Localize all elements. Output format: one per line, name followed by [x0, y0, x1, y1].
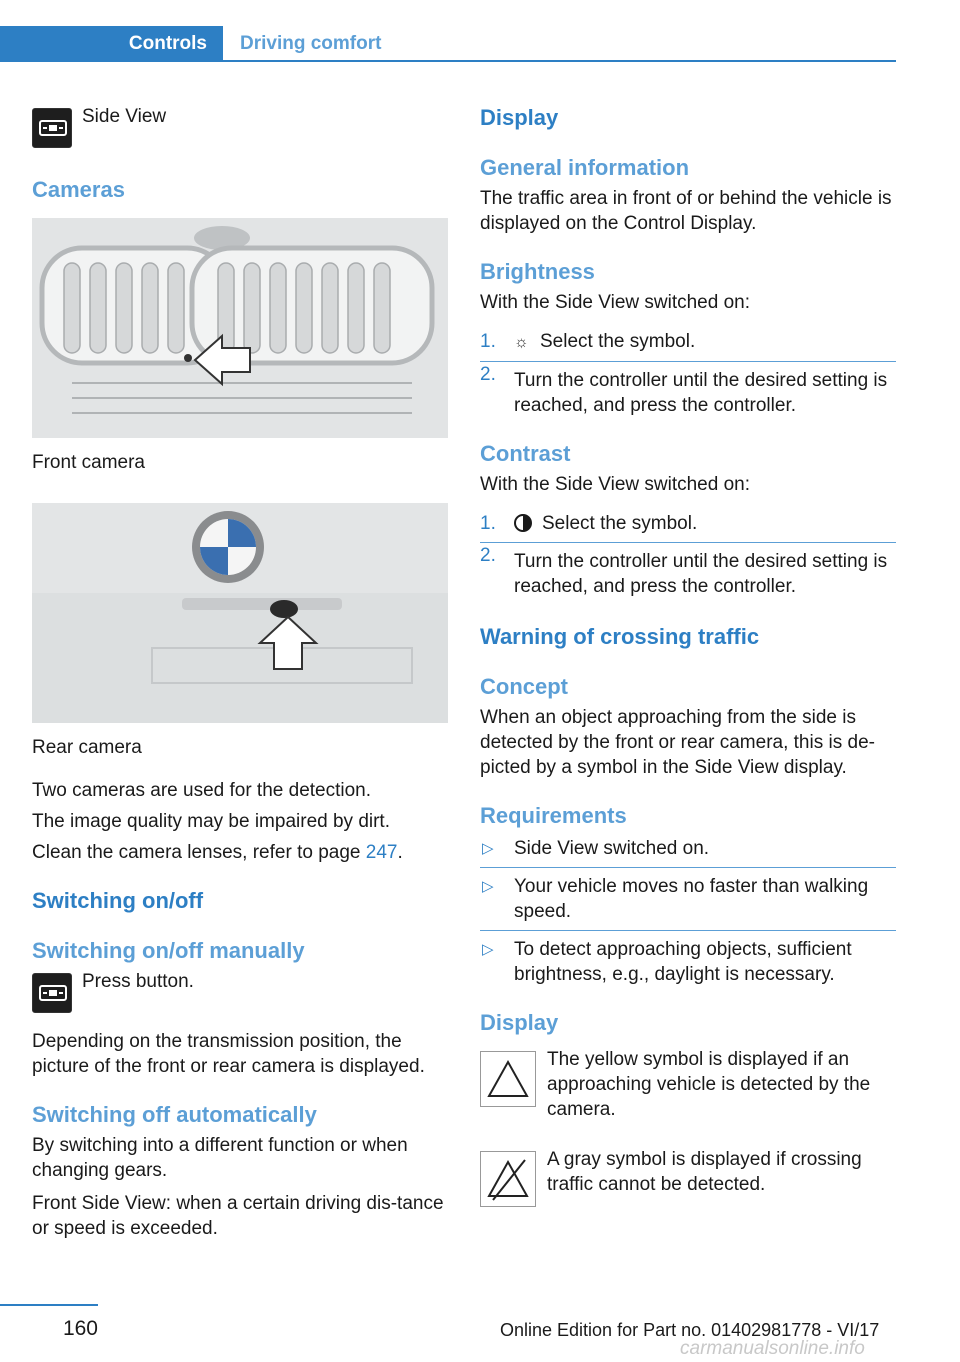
cameras-heading: Cameras — [32, 177, 125, 202]
triangle-bullet-icon: ▷ — [482, 941, 494, 958]
triangle-bullet-icon: ▷ — [482, 840, 494, 857]
list-item — [480, 511, 896, 543]
rear-camera-caption: Rear camera — [32, 737, 142, 758]
paragraph-depending: Depending on the transmission position, the picture of the front or rear camera is displayed. — [32, 1031, 425, 1077]
page-link-247[interactable]: 247 — [365, 842, 398, 863]
side-view-camera-icon — [32, 108, 72, 148]
clean-lenses-end: . — [397, 842, 403, 863]
triangle-bullet-icon: ▷ — [482, 878, 494, 895]
concept-text: When an object approaching from the side is detected by the front or rear camera, this is de‐picted by a symbol in the Side View display. — [480, 707, 875, 778]
tab-controls[interactable]: Controls — [0, 26, 223, 62]
warning-heading: Warning of crossing traffic — [480, 624, 760, 649]
yellow-symbol-row — [480, 1047, 896, 1143]
manual-heading: Switching on/off manually — [32, 938, 305, 963]
requirement-text: To detect approaching objects, sufficient brightness, e.g., daylight is necessary. — [514, 939, 852, 985]
footer-line — [0, 1304, 98, 1306]
rear-camera-photo — [32, 503, 448, 723]
list-item — [480, 543, 896, 599]
step-number: 1. — [480, 513, 496, 534]
front-camera-photo — [32, 218, 448, 438]
gray-symbol-row — [480, 1147, 896, 1227]
side-view-label: Side View — [82, 106, 167, 127]
side-view-title — [32, 102, 448, 148]
switching-heading: Switching on/off — [32, 888, 204, 913]
display-heading: Display — [480, 105, 559, 130]
paragraph-clean-lenses — [32, 840, 448, 865]
brightness-steps — [480, 329, 896, 418]
clean-lenses-text: Clean the camera lenses, refer to page — [32, 842, 366, 863]
auto-heading: Switching off automatically — [32, 1102, 317, 1127]
front-camera-caption: Front camera — [32, 452, 145, 473]
paragraph-image-quality: The image quality may be impaired by dirt. — [32, 811, 390, 832]
general-text: The traffic area in front of or behind the vehicle is displayed on the Control Display. — [480, 188, 892, 234]
step-text: Turn the controller until the desired setting is reached, and press the controller. — [514, 370, 888, 416]
brightness-heading: Brightness — [480, 259, 595, 284]
step-number: 2. — [480, 545, 496, 566]
press-button-text: Press button. — [82, 971, 194, 992]
right-column — [480, 102, 896, 1227]
list-item — [480, 362, 896, 418]
requirements-heading: Requirements — [480, 803, 627, 828]
list-item — [480, 868, 896, 931]
requirement-text: Your vehicle moves no faster than walking speed. — [514, 876, 869, 922]
edition-text: Online Edition for Part no. 01402981778 - VI/17 — [500, 1320, 880, 1340]
concept-heading: Concept — [480, 674, 568, 699]
step-text: Select the symbol. — [540, 331, 696, 352]
list-item — [480, 931, 896, 987]
warning-triangle-icon — [480, 1051, 536, 1107]
tab-driving-comfort[interactable]: Driving comfort — [240, 33, 382, 54]
header-tabs — [0, 26, 896, 62]
step-text: Turn the controller until the desired setting is reached, and press the controller. — [514, 551, 888, 597]
side-view-button-icon — [32, 973, 72, 1013]
general-heading: General information — [480, 155, 690, 180]
gray-symbol-text: A gray symbol is displayed if crossing traffic cannot be detected. — [547, 1149, 862, 1195]
list-item — [480, 329, 896, 362]
requirements-list — [480, 836, 896, 987]
left-column — [32, 102, 448, 1241]
paragraph-auto-1: By switching into a different function or when changing gears. — [32, 1135, 408, 1181]
step-number: 1. — [480, 331, 496, 352]
contrast-steps — [480, 511, 896, 599]
warning-triangle-crossed-icon — [480, 1151, 536, 1207]
page-number: 160 — [62, 1317, 98, 1340]
paragraph-auto-2: Front Side View: when a certain driving dis‐tance or speed is exceeded. — [32, 1193, 444, 1239]
press-button-row — [32, 969, 448, 1017]
watermark: carmanualsonline.info — [680, 1338, 865, 1359]
contrast-heading: Contrast — [480, 441, 571, 466]
sun-icon: ☼ — [514, 334, 529, 351]
yellow-symbol-text: The yellow symbol is displayed if an approaching vehicle is detected by the camera. — [547, 1049, 871, 1120]
contrast-icon — [514, 514, 532, 532]
list-item — [480, 836, 896, 868]
brightness-intro: With the Side View switched on: — [480, 292, 751, 313]
paragraph-two-cameras: Two cameras are used for the detection. — [32, 780, 372, 801]
step-number: 2. — [480, 364, 496, 385]
step-text: Select the symbol. — [542, 513, 698, 534]
display2-heading: Display — [480, 1010, 559, 1035]
requirement-text: Side View switched on. — [514, 838, 710, 859]
contrast-intro: With the Side View switched on: — [480, 474, 751, 495]
